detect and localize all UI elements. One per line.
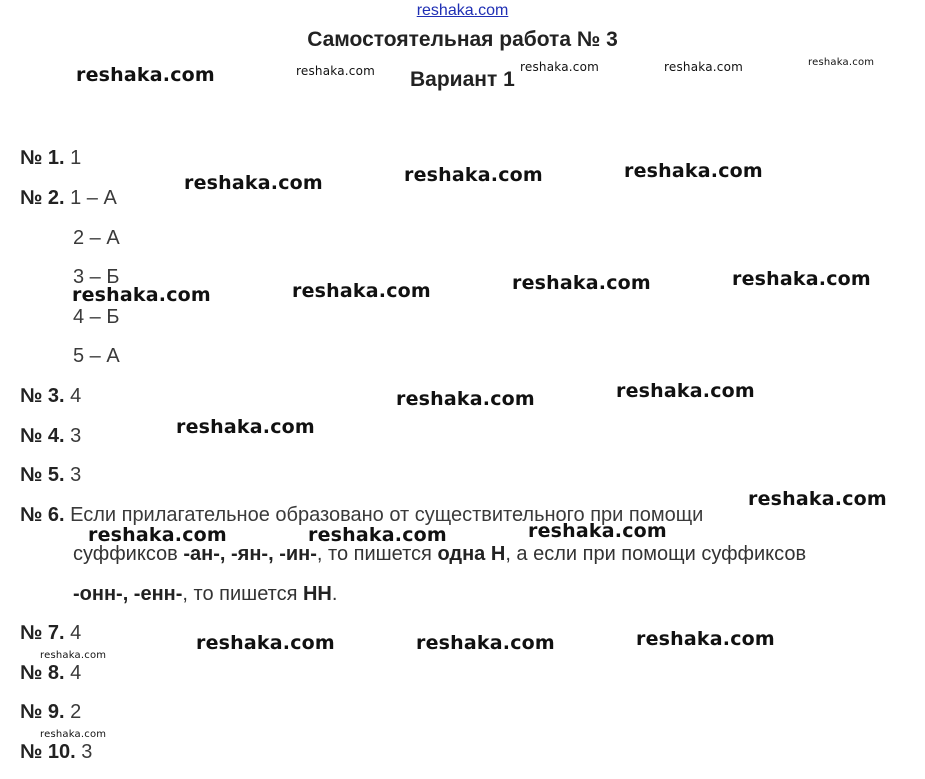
text-fragment: . (331, 583, 338, 605)
answer-4 (20, 425, 81, 448)
answer-2-sub-item: 5 – А (73, 345, 120, 367)
answer-number: № 3. (20, 385, 65, 407)
watermark: reshaka.com (72, 284, 211, 306)
answer-value: 1 (70, 147, 82, 169)
text-fragment: , то пишется (316, 543, 438, 565)
watermark: reshaka.com (40, 729, 107, 740)
answer-number: № 4. (20, 425, 65, 447)
watermark: reshaka.com (664, 60, 743, 74)
answer-10 (20, 741, 92, 764)
answer-3 (20, 385, 81, 408)
answer-number: № 5. (20, 464, 65, 486)
watermark: reshaka.com (396, 388, 535, 410)
answer-text-line: Если прилагательное образовано от существительного при помощи (70, 504, 704, 526)
answer-number: № 7. (20, 622, 65, 644)
watermark: reshaka.com (808, 57, 875, 68)
answer-number: № 1. (20, 147, 65, 169)
answer-value: 4 (70, 662, 82, 684)
watermark: reshaka.com (292, 280, 431, 302)
watermark: reshaka.com (296, 64, 375, 78)
watermark: reshaka.com (308, 524, 447, 546)
watermark: reshaka.com (624, 160, 763, 182)
answer-number: № 2. (20, 187, 65, 209)
site-link[interactable]: reshaka.com (416, 2, 509, 19)
watermark: reshaka.com (76, 64, 215, 86)
watermark: reshaka.com (184, 172, 323, 194)
answer-6-line-3 (73, 583, 337, 606)
answer-value: 1 – А (70, 187, 117, 209)
variant-title: Вариант 1 (410, 68, 515, 91)
answer-value: 3 (70, 425, 82, 447)
answer-number: № 6. (20, 504, 65, 526)
watermark: reshaka.com (512, 272, 651, 294)
text-fragment: суффиксов (73, 543, 184, 565)
answer-number: № 9. (20, 701, 65, 723)
answer-1 (20, 147, 81, 170)
answer-5 (20, 464, 81, 487)
watermark: reshaka.com (196, 632, 335, 654)
answer-value: 3 (70, 464, 82, 486)
watermark: reshaka.com (88, 524, 227, 546)
answer-value: 4 (70, 385, 82, 407)
suffix-list: -ан-, -ян-, -ин- (183, 543, 317, 565)
answer-6-line-2 (73, 543, 806, 566)
watermark: reshaka.com (404, 164, 543, 186)
watermark: reshaka.com (748, 488, 887, 510)
answer-value: 2 (70, 701, 82, 723)
suffix-list: -онн-, -енн- (73, 583, 183, 605)
answer-number: № 8. (20, 662, 65, 684)
watermark: reshaka.com (732, 268, 871, 290)
answer-2-sub-item: 4 – Б (73, 306, 120, 328)
answer-2-sub-item: 3 – Б (73, 266, 120, 288)
text-fragment: , то пишется (182, 583, 303, 605)
page-title: Самостоятельная работа № 3 (307, 28, 618, 51)
answer-value: 3 (81, 741, 93, 763)
rule-emphasis: одна Н (437, 543, 506, 565)
watermark: reshaka.com (176, 416, 315, 438)
answer-7 (20, 622, 81, 645)
watermark: reshaka.com (528, 520, 667, 542)
rule-emphasis: НН (302, 583, 332, 605)
watermark: reshaka.com (616, 380, 755, 402)
answer-8 (20, 662, 81, 685)
watermark: reshaka.com (40, 650, 107, 661)
answer-2 (20, 187, 117, 210)
text-fragment: , а если при помощи суффиксов (505, 543, 807, 565)
answer-9 (20, 701, 81, 724)
watermark: reshaka.com (416, 632, 555, 654)
watermark: reshaka.com (520, 60, 599, 74)
watermark: reshaka.com (636, 628, 775, 650)
answer-number: № 10. (20, 741, 76, 763)
answer-2-sub-item: 2 – А (73, 227, 120, 249)
answer-value: 4 (70, 622, 82, 644)
